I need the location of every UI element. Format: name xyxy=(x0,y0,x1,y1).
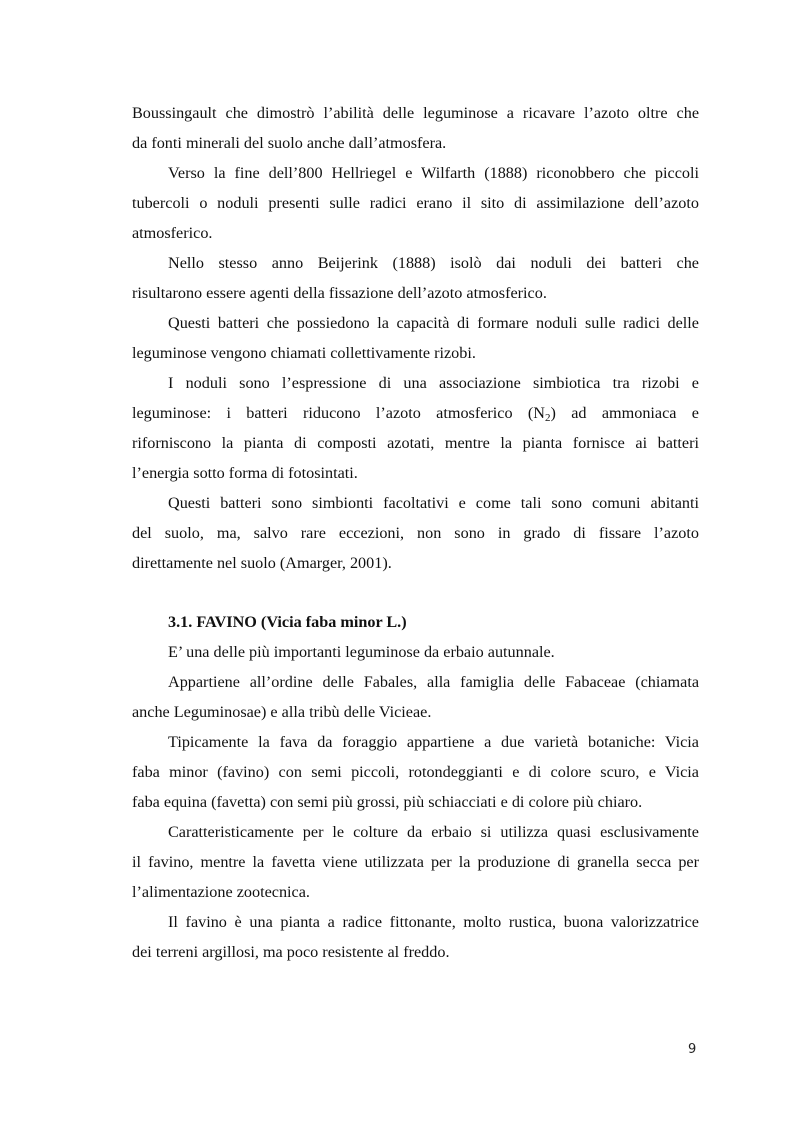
text-line: Il favino è una pianta a radice fittonante, molto rustica, buona valorizzatrice xyxy=(168,913,699,931)
text-line: Verso la fine dell’800 Hellriegel e Wilfarth (1888) riconobbero che piccoli xyxy=(168,164,699,182)
section-heading: 3.1. FAVINO (Vicia faba minor L.) xyxy=(168,613,407,631)
text-line: Tipicamente la fava da foraggio appartiene a due varietà botaniche: Vicia xyxy=(168,733,699,751)
text-fragment: ) ad ammoniaca e xyxy=(550,404,699,422)
text-line: anche Leguminosae) e alla tribù delle Vicieae. xyxy=(132,703,432,721)
text-line: Appartiene all’ordine delle Fabales, alla famiglia delle Fabaceae (chiamata xyxy=(168,673,699,691)
text-line: da fonti minerali del suolo anche dall’atmosfera. xyxy=(132,134,447,152)
text-line: risultarono essere agenti della fissazione dell’azoto atmosferico. xyxy=(132,284,547,302)
text-line: Caratteristicamente per le colture da erbaio si utilizza quasi esclusivamente xyxy=(168,823,699,841)
text-fragment: leguminose: i batteri riducono l’azoto atmosferico (N xyxy=(132,404,545,422)
text-line: I noduli sono l’espressione di una associazione simbiotica tra rizobi e xyxy=(168,374,699,392)
text-line: Nello stesso anno Beijerink (1888) isolò dai noduli dei batteri che xyxy=(168,254,699,272)
text-line: il favino, mentre la favetta viene utilizzata per la produzione di granella secca per xyxy=(132,853,699,871)
text-line: faba equina (favetta) con semi più grossi, più schiacciati e di colore più chiaro. xyxy=(132,793,643,811)
text-line: faba minor (favino) con semi piccoli, rotondeggianti e di colore scuro, e Vicia xyxy=(132,763,699,781)
text-line: riforniscono la pianta di composti azotati, mentre la pianta fornisce ai batteri xyxy=(132,434,699,452)
text-line: dei terreni argillosi, ma poco resistente al freddo. xyxy=(132,943,450,961)
text-line: del suolo, ma, salvo rare eccezioni, non sono in grado di fissare l’azoto xyxy=(132,524,699,542)
text-line-with-subscript xyxy=(132,403,699,423)
text-line: direttamente nel suolo (Amarger, 2001). xyxy=(132,554,392,572)
text-line: E’ una delle più importanti leguminose da erbaio autunnale. xyxy=(168,643,555,661)
text-line: tubercoli o noduli presenti sulle radici erano il sito di assimilazione dell’azoto xyxy=(132,194,699,212)
text-line: Questi batteri sono simbionti facoltativi e come tali sono comuni abitanti xyxy=(168,494,699,512)
page-number: 9 xyxy=(688,1042,697,1057)
text-line: Boussingault che dimostrò l’abilità delle leguminose a ricavare l’azoto oltre che xyxy=(132,104,699,122)
text-line: l’alimentazione zootecnica. xyxy=(132,883,310,901)
text-line: l’energia sotto forma di fotosintati. xyxy=(132,464,358,482)
text-line: leguminose vengono chiamati collettivamente rizobi. xyxy=(132,344,476,362)
text-line: atmosferico. xyxy=(132,224,213,242)
text-line: Questi batteri che possiedono la capacità di formare noduli sulle radici delle xyxy=(168,314,699,332)
subscript-2: 2 xyxy=(545,412,551,424)
